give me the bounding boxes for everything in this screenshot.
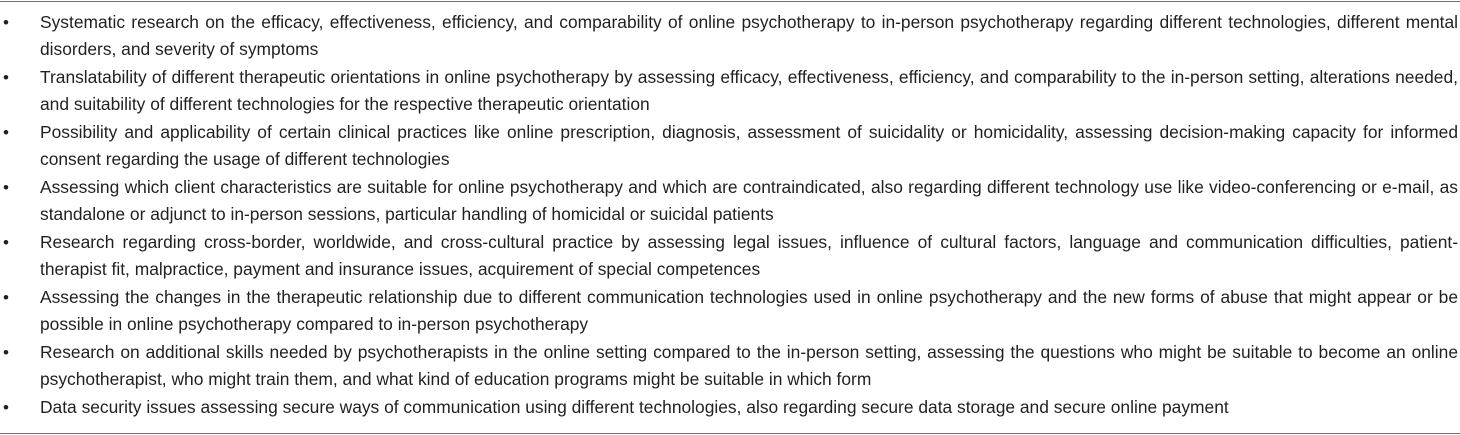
bullet-icon: • [3, 398, 9, 417]
bullet-icon: • [3, 68, 9, 87]
list-item [0, 284, 1460, 339]
list-item [0, 394, 1460, 424]
list-item [0, 174, 1460, 229]
top-rule [0, 1, 1460, 2]
list-item-text: Assessing which client characteristics are suitable for online psychotherapy and which are contraindicated, also regarding different technology use like video-conferencing or e-mail, as standalone or adjunct to in-person sessions, particular handling of homicidal or suicidal patients [40, 177, 1458, 224]
bullet-icon: • [3, 178, 9, 197]
list-item [0, 119, 1460, 174]
bullet-icon: • [3, 343, 9, 362]
list-item-text: Assessing the changes in the therapeutic relationship due to different communication technologies used in online psychotherapy and the new forms of abuse that might appear or be possible in online psychotherapy compared to in-person psychotherapy [40, 287, 1458, 334]
list-item [0, 64, 1460, 119]
list-item-text: Translatability of different therapeutic orientations in online psychotherapy by assessing efficacy, effectiveness, efficiency, and comparability to the in-person setting, alterations needed, and suitability of different technologies for the respective therapeutic orientation [40, 67, 1458, 114]
list-item [0, 339, 1460, 394]
list-item-text: Data security issues assessing secure ways of communication using different technologies, also regarding secure data storage and secure online payment [40, 397, 1229, 417]
list-item-text: Systematic research on the efficacy, effectiveness, efficiency, and comparability of online psychotherapy to in-person psychotherapy regarding different technologies, different mental disorders, and severity of symptoms [40, 12, 1458, 59]
bullet-icon: • [3, 233, 9, 252]
bullet-icon: • [3, 288, 9, 307]
bottom-rule [0, 433, 1460, 434]
bullet-icon: • [3, 13, 9, 32]
list-item-text: Possibility and applicability of certain clinical practices like online prescription, diagnosis, assessment of suicidality or homicidality, assessing decision-making capacity for informed consent regarding the usage of different technologies [40, 122, 1458, 169]
list-item-text: Research regarding cross-border, worldwide, and cross-cultural practice by assessing legal issues, influence of cultural factors, language and communication difficulties, patient-therapist fit, malpractice, payment and insurance issues, acquirement of special competences [40, 232, 1458, 279]
list-item-text: Research on additional skills needed by psychotherapists in the online setting compared to the in-person setting, assessing the questions who might be suitable to become an online psychotherapist, who might train them, and what kind of education programs might be suitable in which form [40, 342, 1458, 389]
research-agenda-list [0, 9, 1460, 424]
bullet-icon: • [3, 123, 9, 142]
list-item [0, 9, 1460, 64]
list-item [0, 229, 1460, 284]
